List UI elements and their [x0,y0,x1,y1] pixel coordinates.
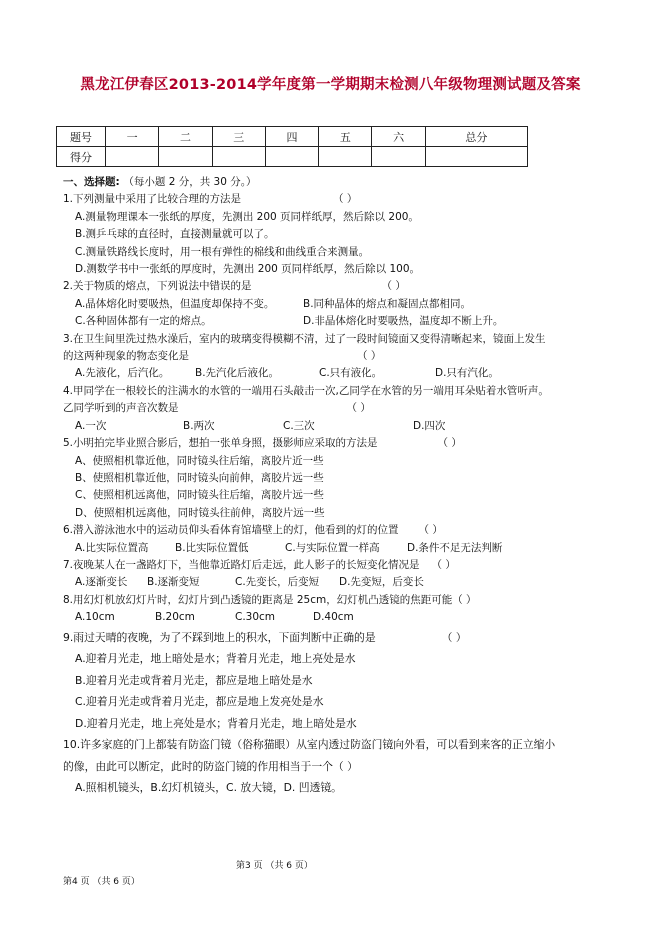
answer-paren: （ ） [381,280,406,293]
option-d: D.迎着月光走，地上亮处是水；背着月光走，地上暗处是水 [75,716,357,730]
option-b: B.测乒乓球的直径时，直接测量就可以了。 [75,228,275,241]
option-a: A.测量物理课本一张纸的厚度，先测出 200 页同样纸厚，然后除以 200。 [75,210,419,223]
page-footer-center: 第3 页 （共 6 页） [236,861,313,871]
answer-paren: （ ） [418,524,443,537]
section-heading [63,174,608,191]
score-cell [159,147,212,167]
exam-content [63,174,608,799]
score-header-cell: 题号 [57,127,106,147]
question-3-stem: 3.在卫生间里洗过热水澡后，室内的玻璃变得模糊不清，过了一段时间镜面又变得清晰起来，镜面上发生 [63,332,546,345]
option-c: C、使照相机远离他，同时镜头往后缩，离胶片远一些 [75,489,324,502]
option-a: A.比实际位置高 [75,541,149,554]
score-table [56,126,528,167]
score-cell [319,147,372,167]
answer-paren: （ ） [441,630,467,644]
score-header-cell: 五 [319,127,372,147]
option-row [63,540,608,557]
option-c: C.三次 [283,419,315,432]
option-d: D.条件不足无法判断 [407,541,503,554]
option-row [63,313,608,330]
question-4-stem: 4.甲同学在一根较长的注满水的水管的一端用石头敲击一次,乙同学在水管的另一端用耳朵贴着水管听声。 [63,384,549,397]
section-note: （每小题 2 分，共 30 分。） [123,176,257,188]
score-header-cell: 六 [372,127,425,147]
option-b: B.比实际位置低 [175,541,249,554]
question-3-stem-cont [63,348,608,365]
score-header-cell: 三 [212,127,265,147]
question-4-stem-cont [63,400,608,417]
option-a: A.逐渐变长 [75,576,128,589]
option-c: C.30cm [235,611,276,624]
question-text: 5.小明拍完毕业照合影后，想拍一张单身照，摄影师应采取的方法是 [63,437,378,450]
option-row [63,609,608,626]
page-footer-left: 第4 页 （共 6 页） [63,877,140,887]
answer-paren: （ ） [452,593,477,606]
question-1-stem [63,191,608,208]
option-c: C.先变长，后变短 [235,576,320,589]
score-cell [212,147,265,167]
question-7-stem [63,557,608,574]
option-a: A、使照相机靠近他，同时镜头往后缩，离胶片近一些 [75,454,324,467]
question-2-stem [63,278,608,295]
option-c: C.测量铁路线长度时，用一根有弹性的棉线和曲线重合来测量。 [75,245,370,258]
answer-paren: （ ） [346,402,371,415]
question-8-stem [63,592,608,609]
option-d: D.非晶体熔化时要吸热，温度却不断上升。 [303,315,504,328]
score-cell [106,147,159,167]
score-table-header-row [57,127,528,147]
option-c: C.各种固体都有一定的熔点。 [75,315,212,328]
question-text: 6.潜入游泳池水中的运动员仰头看体育馆墙壁上的灯，他看到的灯的位置 [63,524,399,537]
option-row [63,574,608,591]
page-title: 黑龙江伊春区2013-2014学年度第一学期期末检测八年级物理测试题及答案 [80,77,581,93]
option-b: B、使照相机靠近他，同时镜头向前伸，离胶片远一些 [75,471,324,484]
score-row-label: 得分 [57,147,106,167]
option-row [63,365,608,382]
answer-paren: （ ） [333,193,358,206]
option-c: C.与实际位置一样高 [285,541,380,554]
score-cell [425,147,527,167]
option-a: A.10cm [75,611,115,624]
question-text: 乙同学听到的声音次数是 [63,402,179,415]
question-text: 8.用幻灯机放幻灯片时，幻灯片到凸透镜的距离是 25cm，幻灯机凸透镜的焦距可能 [63,593,453,606]
option-a: A.先液化，后汽化。 [75,367,170,380]
question-text: 9.雨过天晴的夜晚，为了不踩到地上的积水，下面判断中正确的是 [63,630,376,644]
question-text: 的这两种现象的物态变化是 [63,350,189,363]
question-5-stem [63,435,608,452]
score-header-cell: 一 [106,127,159,147]
option-row: A.照相机镜头，B.幻灯机镜头，C. 放大镜，D. 凹透镜。 [75,781,342,795]
option-b: B.先汽化后液化。 [195,367,280,380]
section-title: 一、选择题: [63,176,120,188]
answer-paren: （ ） [332,759,358,773]
option-a: A.晶体熔化时要吸热，但温度却保持不变。 [75,297,275,310]
question-10-stem: 10.许多家庭的门上都装有防盗门镜（俗称猫眼）从室内透过防盗门镜向外看，可以看到来客的正立缩小 [63,738,556,752]
question-text: 的像，由此可以断定，此时的防盗门镜的作用相当于一个 [63,759,333,773]
option-b: B.两次 [183,419,215,432]
option-d: D.测数学书中一张纸的厚度时，先测出 200 页同样纸厚，然后除以 100。 [75,263,421,276]
question-9-stem [63,627,608,649]
score-cell [372,147,425,167]
question-text: 7.夜晚某人在一盏路灯下，当他靠近路灯后走远，此人影子的长短变化情况是 [63,558,420,571]
answer-paren: （ ） [431,558,456,571]
score-header-cell: 二 [159,127,212,147]
score-table-score-row [57,147,528,167]
question-6-stem [63,522,608,539]
option-row [63,296,608,313]
answer-paren: （ ） [437,437,462,450]
question-text: 1.下列测量中采用了比较合理的方法是 [63,193,242,206]
option-b: B.逐渐变短 [147,576,200,589]
option-b: B.20cm [155,611,195,624]
question-10-stem-cont [63,756,608,778]
option-b: B.迎着月光走或背着月光走，都应是地上暗处是水 [75,673,313,687]
score-header-cell: 四 [265,127,318,147]
option-c: C.只有液化。 [319,367,383,380]
option-d: D.先变短，后变长 [339,576,424,589]
option-d: D.40cm [313,611,354,624]
option-b: B.同种晶体的熔点和凝固点都相同。 [303,297,472,310]
score-cell [265,147,318,167]
score-header-cell: 总分 [425,127,527,147]
answer-paren: （ ） [357,350,382,363]
option-d: D、使照相机远离他，同时镜头往前伸，离胶片远一些 [75,506,325,519]
option-a: A.一次 [75,419,107,432]
question-text: 2.关于物质的熔点，下列说法中错误的是 [63,280,252,293]
option-a: A.迎着月光走，地上暗处是水；背着月光走，地上亮处是水 [75,652,356,666]
option-c: C.迎着月光走或背着月光走，都应是地上发亮处是水 [75,695,324,709]
option-d: D.只有汽化。 [435,367,499,380]
option-row [63,418,608,435]
option-d: D.四次 [413,419,446,432]
